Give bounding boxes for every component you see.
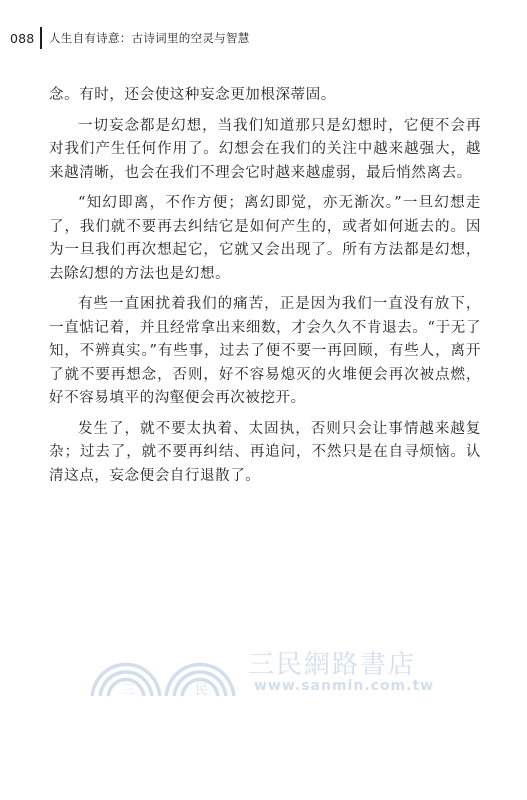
sanmin-watermark [88,640,448,700]
paragraph-2: 一切妄念都是幻想，当我们知道那只是幻想时，它便不会再对我们产生任何作用了。幻想会在我们的关注中越来越强大，越来越清晰，也会在我们不理会它时越来越虚弱，最后悄然离去。 [49,117,481,181]
watermark-url: www.sanmin.com.tw [254,678,435,694]
paragraph-4: 有些一直困扰着我们的痛苦，正是因为我们一直没有放下，一直惦记着，并且经常拿出来细数，才会久久不肯退去。“于无了知，不辨真实。”有些事，过去了便不要一再回顾，有些人，离开了就不要再想念，否则，好不容易熄灭的火堆便会再次被点燃，好不容易填平的沟壑便会再次被挖开。 [49,296,481,406]
body-text [49,84,481,495]
logo-char-left: 三 [121,683,135,698]
running-head [10,28,250,48]
paragraph-3: “知幻即离，不作方便；离幻即觉，亦无渐次。”一旦幻想走了，我们就不要再去纠结它是如何产生的，或者如何逝去的。因为一旦我们再次想起它，它就又会出现了。所有方法都是幻想，去除幻想的方法也是幻想。 [49,195,481,282]
paragraph-1: 念。有时，还会使这种妄念更加根深蒂固。 [49,87,336,103]
page-number: 088 [10,30,35,46]
header-divider [40,27,42,49]
paragraph-5: 发生了，就不要太执着、太固执，否则只会让事情越来越复杂；过去了，就不要再纠结、再追问，不然只是在自寻烦恼。认清这点，妄念便会自行退散了。 [49,420,481,484]
book-title: 人生自有诗意：古诗词里的空灵与智慧 [48,31,250,45]
sanmin-logo-icon [88,640,248,700]
logo-char-right: 民 [195,683,209,698]
watermark-name: 三民網路書店 [248,650,417,680]
